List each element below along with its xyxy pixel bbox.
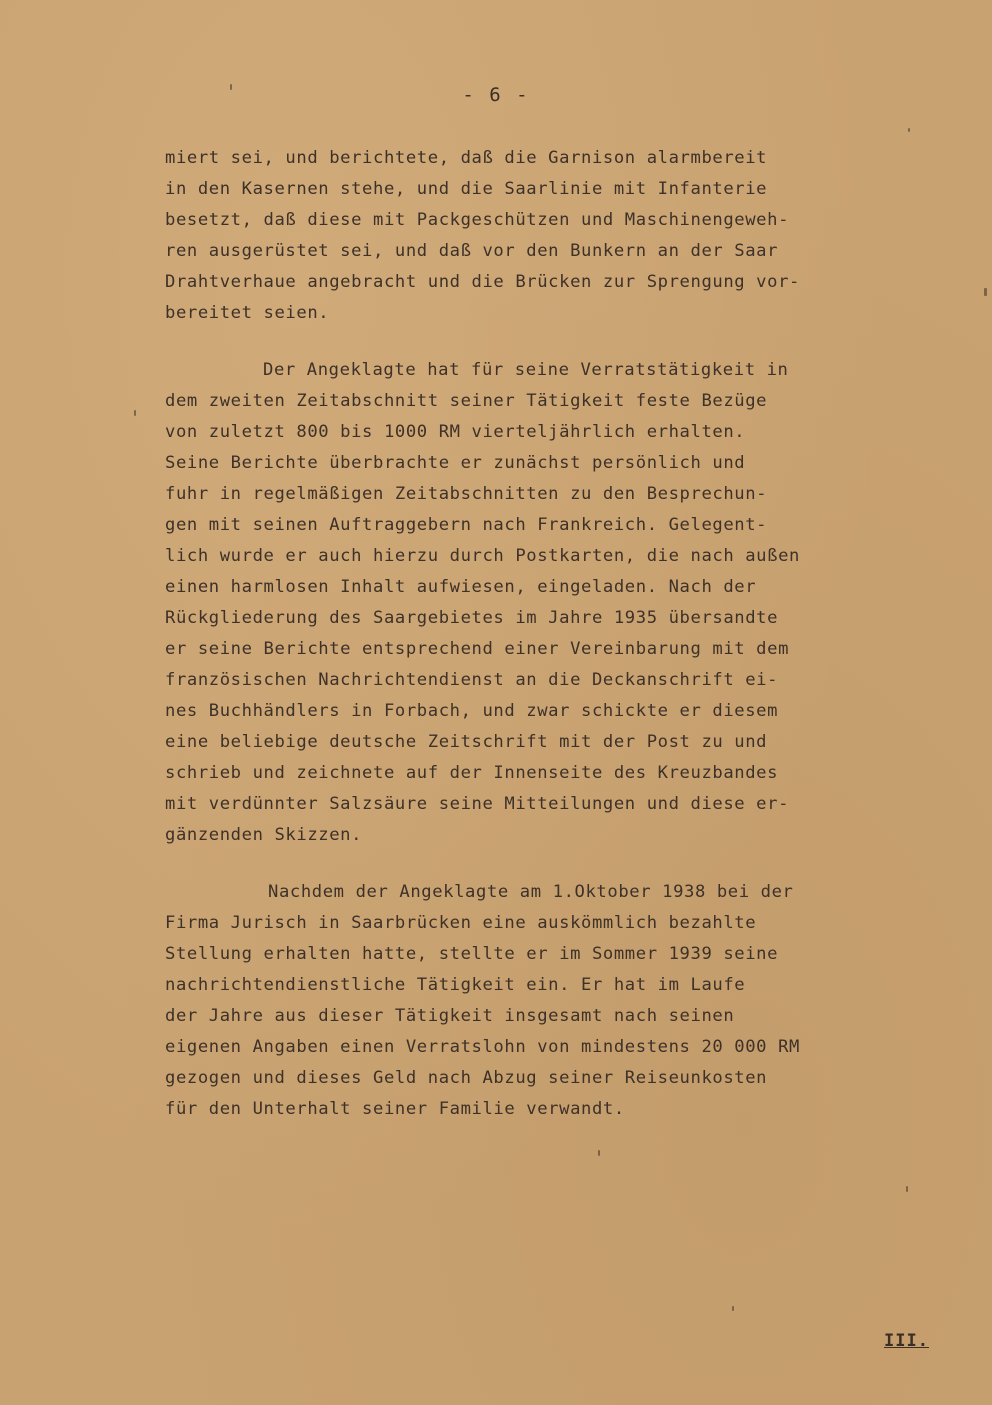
text-line: ren ausgerüstet sei, und daß vor den Bunkern an der Saar — [165, 241, 779, 261]
paper-speck — [598, 1150, 600, 1156]
text-line: Firma Jurisch in Saarbrücken eine auskömmlich bezahlte — [165, 913, 757, 933]
text-line: nes Buchhändlers in Forbach, und zwar schickte er diesem — [165, 701, 779, 721]
paper-speck — [984, 288, 987, 296]
text-line: dem zweiten Zeitabschnitt seiner Tätigkeit feste Bezüge — [165, 391, 768, 411]
text-line: schrieb und zeichnete auf der Innenseite des Kreuzbandes — [165, 763, 779, 783]
text-line: Der Angeklagte hat für seine Verratstätigkeit in — [263, 360, 789, 380]
text-line: für den Unterhalt seiner Familie verwandt. — [165, 1099, 625, 1119]
text-line: von zuletzt 800 bis 1000 RM vierteljährlich erhalten. — [165, 422, 746, 442]
paper-speck — [230, 84, 232, 90]
text-line: Nachdem der Angeklagte am 1.Oktober 1938 bei der — [268, 882, 794, 902]
text-line: bereitet seien. — [165, 303, 330, 323]
page-number: - 6 - — [462, 84, 530, 106]
text-line: nachrichtendienstliche Tätigkeit ein. Er hat im Laufe — [165, 975, 746, 995]
paper-speck — [134, 410, 136, 416]
text-line: Seine Berichte überbrachte er zunächst persönlich und — [165, 453, 746, 473]
paper-speck — [906, 1186, 908, 1192]
text-line: lich wurde er auch hierzu durch Postkarten, die nach außen — [165, 546, 800, 566]
text-line: gen mit seinen Auftraggebern nach Frankreich. Gelegent- — [165, 515, 768, 535]
paper-speck — [732, 1306, 734, 1311]
text-line: Drahtverhaue angebracht und die Brücken zur Sprengung vor- — [165, 272, 800, 292]
text-line: in den Kasernen stehe, und die Saarlinie mit Infanterie — [165, 179, 768, 199]
text-line: Stellung erhalten hatte, stellte er im Sommer 1939 seine — [165, 944, 779, 964]
continuation-mark: III. — [884, 1331, 929, 1351]
text-line: gezogen und dieses Geld nach Abzug seiner Reiseunkosten — [165, 1068, 768, 1088]
text-line: fuhr in regelmäßigen Zeitabschnitten zu den Besprechun- — [165, 484, 768, 504]
text-line: französischen Nachrichtendienst an die Deckanschrift ei- — [165, 670, 779, 690]
text-line: er seine Berichte entsprechend einer Vereinbarung mit dem — [165, 639, 790, 659]
text-line: einen harmlosen Inhalt aufwiesen, eingeladen. Nach der — [165, 577, 757, 597]
text-line: miert sei, und berichtete, daß die Garnison alarmbereit — [165, 148, 768, 168]
text-line: mit verdünnter Salzsäure seine Mitteilungen und diese er- — [165, 794, 790, 814]
text-line: der Jahre aus dieser Tätigkeit insgesamt nach seinen — [165, 1006, 735, 1026]
text-line: eine beliebige deutsche Zeitschrift mit der Post zu und — [165, 732, 768, 752]
text-line: gänzenden Skizzen. — [165, 825, 363, 845]
text-line: Rückgliederung des Saargebietes im Jahre 1935 übersandte — [165, 608, 779, 628]
paper-speck — [908, 128, 910, 132]
text-line: eigenen Angaben einen Verratslohn von mindestens 20 000 RM — [165, 1037, 800, 1057]
text-line: besetzt, daß diese mit Packgeschützen und Maschinengeweh- — [165, 210, 790, 230]
